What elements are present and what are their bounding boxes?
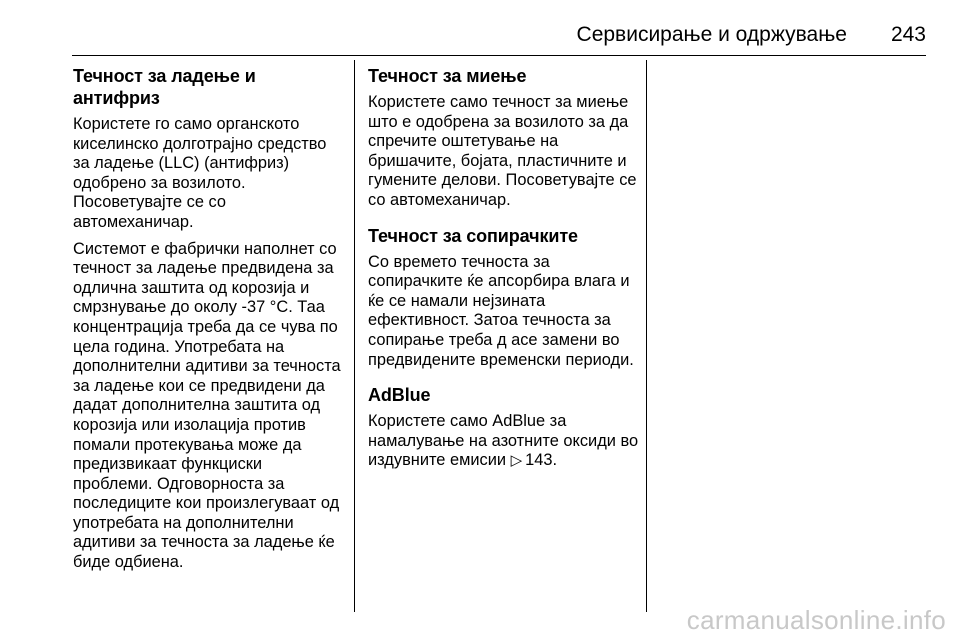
coolant-paragraph-2: Системот е фабрички наполнет со течност за ладење предвидена за одлична заштита од корозија и смрзнување до околу -37 °C. Таа концентрација треба да се чува по цела година. Употребата на дополнителни адитиви за течноста за ладење кои се предвидени да дадат дополнителна заштита од корозија или изолација против помали протекувања може да предизвикаат функциски проблеми. Одговорноста за последиците кои произлегуваат од употребата на дополнителни адитиви за течноста за ладење ќе биде одбиена. <box>73 239 341 572</box>
header-rule <box>72 55 926 56</box>
washer-fluid-heading: Течност за миење <box>368 66 527 86</box>
washer-fluid-section <box>368 65 646 211</box>
brake-fluid-text: Со времето течноста за сопирачките ќе апсорбира влага и ќе се намали нејзината ефективност. Затоа течноста за сопирање треба д асе замени во предвидените временски периоди. <box>368 252 634 369</box>
brake-fluid-section <box>368 225 646 371</box>
header-title: Сервисирање и одржување <box>576 23 847 46</box>
adblue-text-body: Користете само AdBlue за намалување на азотните оксиди во издувните емисии <box>368 412 639 470</box>
column-divider-left <box>354 60 355 612</box>
adblue-heading: AdBlue <box>368 385 431 406</box>
adblue-section <box>368 384 646 471</box>
coolant-heading: Течност за ладење и антифриз <box>73 66 256 108</box>
adblue-page-reference[interactable]: 143. <box>525 451 558 470</box>
coolant-paragraph-1: Користете го само органското киселинско долготрајно средство за ладење (LLC) (антифриз) одобрено за возилото. Посоветувајте се со автомеханичар. <box>73 115 327 231</box>
column-divider-right <box>646 60 647 612</box>
triangle-right-icon[interactable]: ▷ <box>510 452 523 470</box>
page-number: 243 <box>890 23 926 46</box>
left-column <box>73 65 345 580</box>
washer-fluid-text: Користете само течност за миење што е одобрена за возилото за да спречите оштетување на бришачите, бојата, пластичните и гумените делови. Посоветувајте се со автомеханичар. <box>368 93 637 209</box>
adblue-text <box>368 412 646 471</box>
brake-fluid-heading: Течност за сопирачките <box>368 225 578 246</box>
page-header <box>0 22 926 48</box>
watermark: carmanualsonline.info <box>686 605 946 635</box>
middle-column <box>368 65 646 485</box>
